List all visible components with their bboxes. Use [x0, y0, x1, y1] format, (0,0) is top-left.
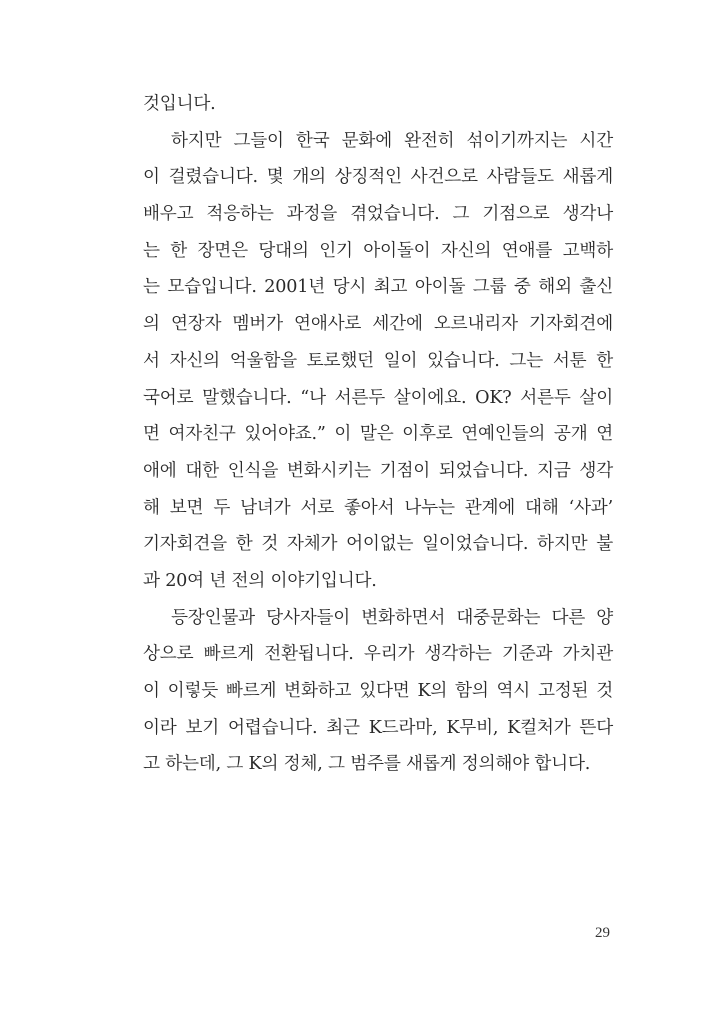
- paragraph-start-line: 등장인물과 당사자들이 변화하면서 대중문화는 다른 양: [171, 607, 613, 628]
- text-line: 국어로 말했습니다. “나 서른두 살이에요. OK? 서른두 살이: [143, 387, 613, 408]
- text-line: 의 연장자 멤버가 연애사로 세간에 오르내리자 기자회견에: [143, 314, 613, 335]
- text-line: 기자회견을 한 것 자체가 어이없는 일이었습니다. 하지만 불: [143, 534, 613, 555]
- text-line: 이라 보기 어렵습니다. 최근 K드라마, K무비, K컬처가 뜬다: [143, 717, 613, 738]
- page-number: 29: [595, 925, 610, 941]
- text-line: 는 모습입니다. 2001년 당시 최고 아이돌 그룹 중 해외 출신: [143, 277, 613, 298]
- text-line: 이 걸렸습니다. 몇 개의 상징적인 사건으로 사람들도 새롭게: [143, 167, 613, 188]
- paragraph-end-line: 고 하는데, 그 K의 정체, 그 범주를 새롭게 정의해야 합니다.: [143, 754, 591, 775]
- text-line: 서 자신의 억울함을 토로했던 일이 있습니다. 그는 서툰 한: [143, 350, 613, 371]
- paragraph-end-line: 과 20여 년 전의 이야기입니다.: [143, 570, 377, 591]
- body-text: [143, 86, 613, 783]
- text-line: 는 한 장면은 당대의 인기 아이돌이 자신의 연애를 고백하: [143, 240, 613, 261]
- text-line: 이 이렇듯 빠르게 변화하고 있다면 K의 함의 역시 고정된 것: [143, 681, 613, 701]
- text-line: 상으로 빠르게 전환됩니다. 우리가 생각하는 기준과 가치관: [143, 644, 613, 665]
- text-line: 애에 대한 인식을 변화시키는 기점이 되었습니다. 지금 생각: [143, 460, 613, 481]
- text-line: 배우고 적응하는 과정을 겪었습니다. 그 기점으로 생각나: [143, 204, 613, 225]
- text-line: 면 여자친구 있어야죠.” 이 말은 이후로 연예인들의 공개 연: [143, 424, 613, 445]
- text-line: 것입니다.: [143, 94, 216, 114]
- paragraph-start-line: 하지만 그들이 한국 문화에 완전히 섞이기까지는 시간: [171, 130, 613, 151]
- text-line: 해 보면 두 남녀가 서로 좋아서 나누는 관계에 대해 ‘사과’: [143, 497, 613, 518]
